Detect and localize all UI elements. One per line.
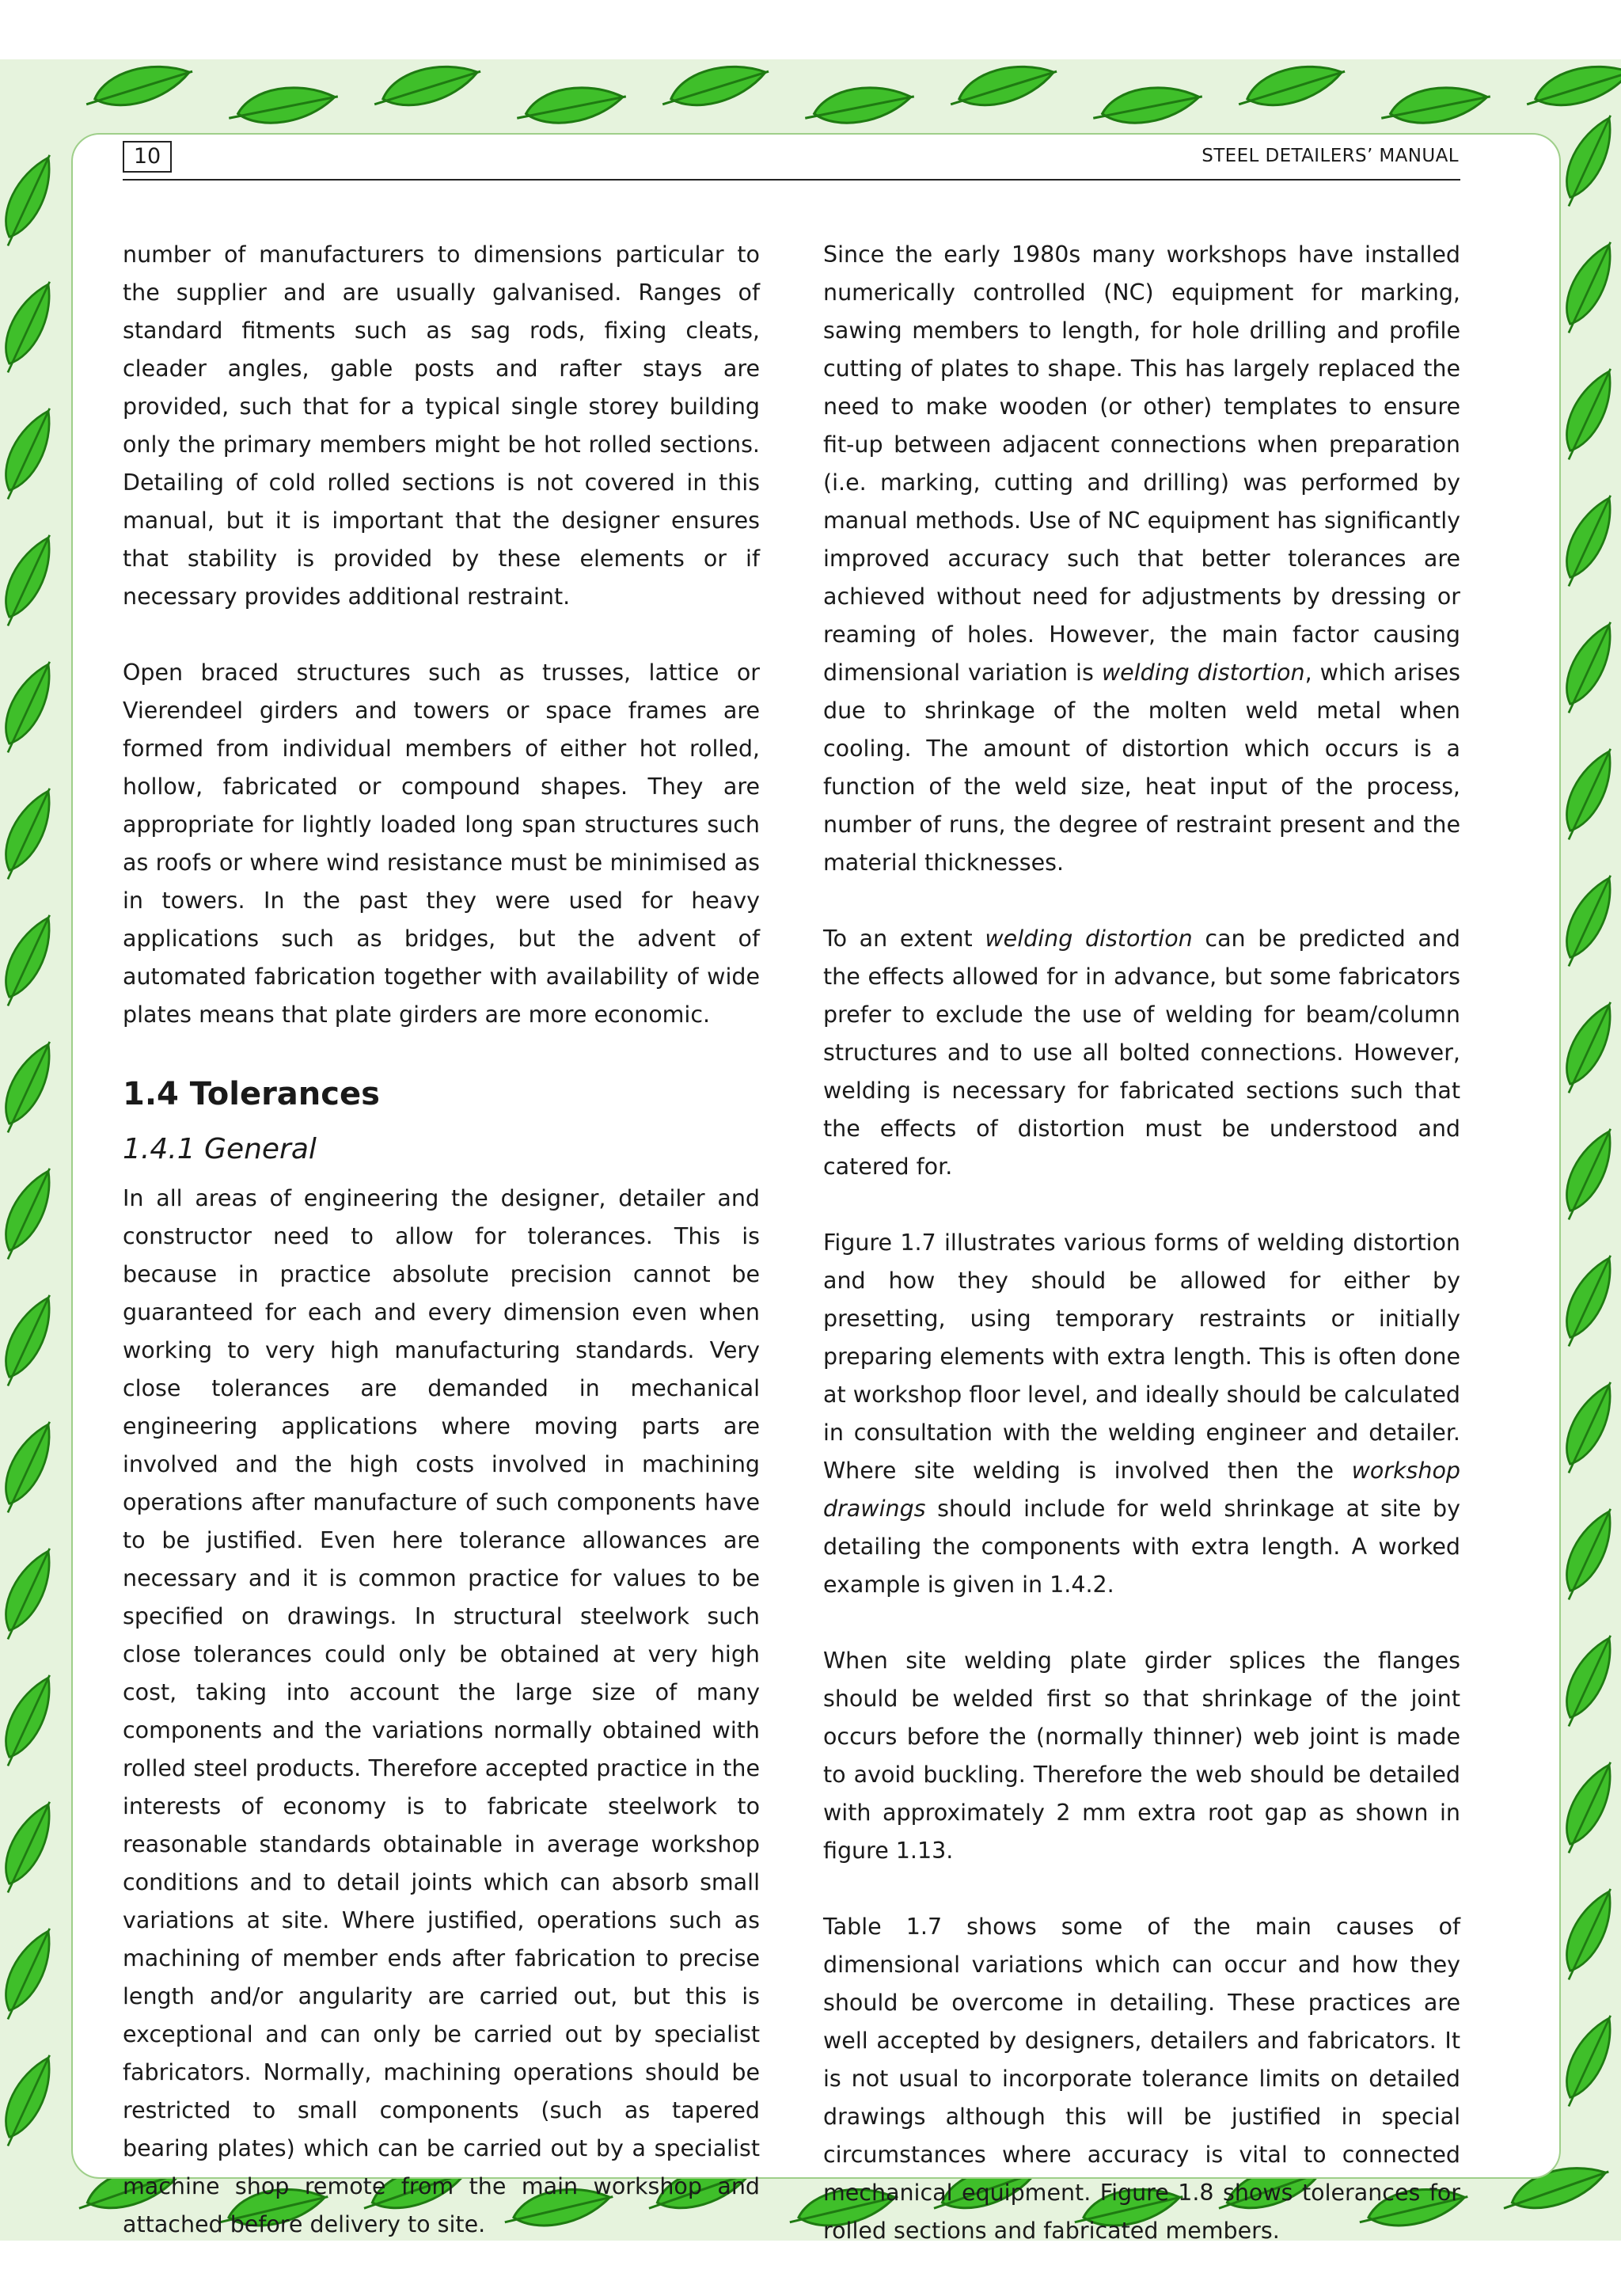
- header-rule: [123, 179, 1460, 181]
- leaf-icon: [0, 1922, 63, 2024]
- left-column: [123, 236, 760, 2282]
- leaf-icon: [1551, 1755, 1621, 1857]
- leaf-icon: [1551, 2009, 1621, 2111]
- text-span: Since the early 1980s many workshops have installed numerically controlled (NC) equipment for marking, sawing members to length, for hole drilling and profile cutting of plates to shape. This has largely replaced the need to make wooden (or other) templates to ensure fit-up between adjacent connections when preparation (i.e. marking, cutting and drilling) was performed by manual methods. Use of NC equipment has significantly improved accuracy such that better tolerances are achieved without need for adjustments by dressing or reaming of holes. However, the main factor causing dimensional variation is: [823, 241, 1460, 686]
- leaf-icon: [226, 81, 340, 129]
- leaf-icon: [1090, 81, 1204, 129]
- leaf-icon: [1551, 362, 1621, 464]
- emphasis-welding-distortion: welding distortion: [985, 926, 1193, 952]
- leaf-icon: [0, 528, 63, 630]
- leaf-icon: [0, 781, 63, 884]
- paragraph-figure-1-7: [823, 1224, 1460, 1604]
- leaf-icon: [1551, 1122, 1621, 1224]
- leaf-icon: [1551, 108, 1621, 211]
- leaf-icon: [802, 81, 916, 129]
- leaf-icon: [0, 1035, 63, 1137]
- leaf-icon: [1551, 869, 1621, 971]
- leaf-icon: [0, 2048, 63, 2150]
- leaf-icon: [1551, 488, 1621, 591]
- emphasis-welding-distortion: welding distortion: [1101, 660, 1305, 686]
- text-span: To an extent: [823, 926, 985, 952]
- leaf-icon: [1551, 995, 1621, 1097]
- leaf-icon: [81, 56, 196, 116]
- paragraph-cold-rolled: number of manufacturers to dimensions particular to the supplier and are usually galvanised. Ranges of standard fitments such as sag rods, fixing cleats, cleader angles, gable posts and rafter stays are provided, such that for a typical single storey building only the primary members might be hot rolled sections. Detailing of cold rolled sections is not covered in this manual, but it is important that the designer ensures that stability is provided by these elements or if necessary provides additional restraint.: [123, 241, 760, 610]
- section-heading: 1.4 Tolerances: [123, 1076, 380, 1112]
- leaf-icon: [1551, 1882, 1621, 1984]
- page-number: 10: [123, 141, 172, 173]
- leaf-icon: [0, 1541, 63, 1644]
- leaf-icon: [1521, 56, 1621, 116]
- running-title: STEEL DETAILERS’ MANUAL: [1202, 146, 1459, 166]
- paragraph-distortion-prediction: [823, 920, 1460, 1186]
- paragraph-tolerances-general: In all areas of engineering the designer, detailer and constructor need to allow for tolerances. This is because in practice absolute precision cannot be guaranteed for each and every dimension even when working to very high manufacturing standards. Very close tolerances are demanded in mechanical engineering applications where moving parts are involved and the high costs involved in machining operations after manufacture of such components have to be justified. Even here tolerance allowances are necessary and it is common practice for values to be specified on drawings. In structural steelwork such close tolerances could only be obtained at very high cost, taking into account the large size of many components and the variations normally obtained with rolled steel products. Therefore accepted practice in the interests of economy is to fabricate steelwork to reasonable standards obtainable in average workshop conditions and to detail joints which can absorb small variations at site. Where justified, operations such as machining of member ends after fabrication to precise length and/or angularity are carried out, but this is exceptional and can only be carried out by specialist fabricators. Normally, machining operations should be restricted to small components (such as tapered bearing plates) which can be carried out by a specialist machine shop remote from the main workshop and attached before delivery to site.: [123, 1185, 760, 2237]
- leaf-icon: [1551, 1249, 1621, 1351]
- paragraph-table-1-7: Table 1.7 shows some of the main causes of dimensional variations which can occur and how they should be overcome in detailing. These practices are well accepted by designers, detailers and fabricators. It is not usual to incorporate tolerance limits on detailed drawings although this will be justified in special circumstances where accuracy is vital to connected mechanical equipment. Figure 1.8 shows tolerances for rolled sections and fabricated members.: [823, 1914, 1460, 2244]
- leaf-icon: [1551, 235, 1621, 337]
- leaf-icon: [0, 655, 63, 757]
- subsection-heading: 1.4.1 General: [123, 1133, 317, 1165]
- leaf-icon: [514, 81, 628, 129]
- leaf-icon: [369, 56, 484, 116]
- leaf-icon: [1551, 1375, 1621, 1477]
- paragraph-open-braced: Open braced structures such as trusses, lattice or Vierendeel girders and towers or space frames are formed from individual members of either hot rolled, hollow, fabricated or compound shapes. They are appropriate for lightly loaded long span structures such as roofs or where wind resistance must be minimised as in towers. In the past they were used for heavy applications such as bridges, but the advent of automated fabrication together with availability of wide plates means that plate girders are more economic.: [123, 660, 760, 1028]
- leaf-icon: [1233, 56, 1349, 116]
- leaf-icon: [1551, 742, 1621, 844]
- leaf-icon: [0, 1288, 63, 1390]
- leaf-icon: [1551, 1629, 1621, 1731]
- leaf-icon: [0, 1161, 63, 1264]
- leaf-icon: [1551, 615, 1621, 717]
- leaf-icon: [1378, 81, 1492, 129]
- leaf-icon: [0, 275, 63, 377]
- leaf-icon: [0, 148, 63, 250]
- leaf-icon: [0, 401, 63, 504]
- leaf-icon: [0, 1795, 63, 1897]
- right-column: [823, 236, 1460, 2288]
- text-span: Figure 1.7 illustrates various forms of welding distortion and how they should be allowed for either by presetting, using temporary restraints or initially preparing elements with extra length. This is often done at workshop floor level, and ideally should be calculated in consultation with the welding engineer and detailer. Where site welding is involved then the: [823, 1230, 1460, 1484]
- leaf-icon: [945, 56, 1061, 116]
- text-span: should include for weld shrinkage at site by detailing the components with extra length. A worked example is given in 1.4.2.: [823, 1496, 1460, 1598]
- leaf-icon: [1551, 1502, 1621, 1604]
- paragraph-site-welding: When site welding plate girder splices the flanges should be welded first so that shrinkage of the joint occurs before the (normally thinner) web joint is made to avoid buckling. Therefore the web should be detailed with approximately 2 mm extra root gap as shown in figure 1.13.: [823, 1648, 1460, 1864]
- text-span: can be predicted and the effects allowed for in advance, but some fabricators prefer to exclude the use of welding for beam/column structures and to use all bolted connections. However, welding is necessary for fabricated sections such that the effects of distortion must be understood and catered for.: [823, 926, 1461, 1180]
- leaf-icon: [0, 1668, 63, 1770]
- leaf-icon: [0, 1415, 63, 1517]
- paragraph-nc-equipment: [823, 236, 1460, 882]
- leaf-icon: [657, 56, 773, 116]
- leaf-icon: [0, 908, 63, 1010]
- text-span: , which arises due to shrinkage of the molten weld metal when cooling. The amount of distortion which occurs is a function of the weld size, heat input of the process, number of runs, the degree of restraint present and the material thicknesses.: [823, 660, 1460, 876]
- emphasis-workshop-drawings: workshop drawings: [823, 1458, 1460, 1522]
